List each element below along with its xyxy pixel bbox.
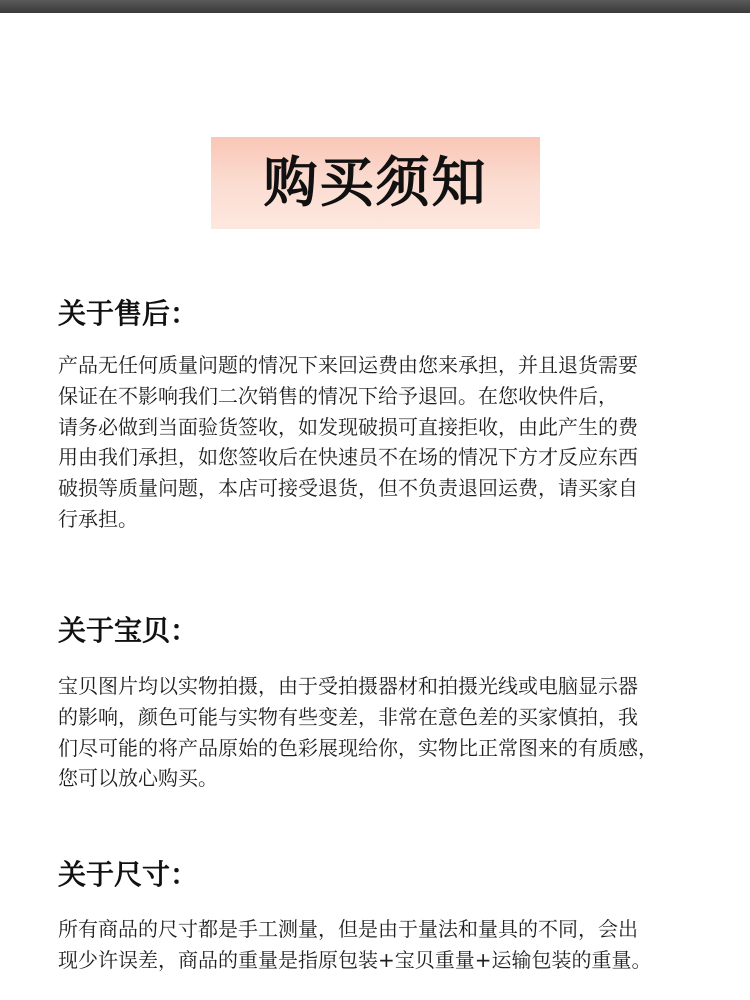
body-line: 保证在不影响我们二次销售的情况下给予退回。在您收快件后，	[58, 383, 618, 408]
section-heading-size: 关于尺寸：	[58, 858, 199, 891]
body-line: 您可以放心购买。	[58, 766, 218, 791]
body-line: 宝贝图片均以实物拍摄，由于受拍摄器材和拍摄光线或电脑显示器	[58, 674, 638, 698]
section-after-sales	[58, 296, 703, 535]
section-heading-item: 关于宝贝：	[58, 614, 199, 647]
title-banner	[211, 137, 540, 229]
body-line: 现少许误差，商品的重量是指原包装+宝贝重量+运输包装的重量。	[58, 947, 652, 972]
body-line: 行承担。	[58, 506, 138, 531]
body-line: 所有商品的尺寸都是手工测量，但是由于量法和量具的不同，会出	[58, 917, 638, 941]
body-line: 破损等质量问题，本店可接受退货，但不负责退回运费，请买家自	[58, 476, 638, 501]
section-item	[58, 613, 703, 794]
body-line: 用由我们承担，如您签收后在快速员不在场的情况下方才反应东西	[58, 445, 638, 470]
section-size	[58, 857, 703, 976]
body-line: 们尽可能的将产品原始的色彩展现给你，实物比正常图来的有质感，	[58, 735, 658, 760]
body-line: 的影响，颜色可能与实物有些变差，非常在意色差的买家慎拍，我	[58, 704, 638, 729]
section-body-after-sales	[58, 350, 703, 535]
page-title: 购买须知	[263, 151, 488, 214]
section-body-item	[58, 671, 703, 794]
section-heading-after-sales: 关于售后：	[58, 297, 199, 330]
section-body-size	[58, 914, 703, 976]
body-line: 请务必做到当面验货签收，如发现破损可直接拒收，由此产生的费	[58, 414, 638, 439]
body-line: 产品无任何质量问题的情况下来回运费由您来承担，并且退货需要	[58, 353, 638, 377]
top-bar	[0, 0, 750, 13]
